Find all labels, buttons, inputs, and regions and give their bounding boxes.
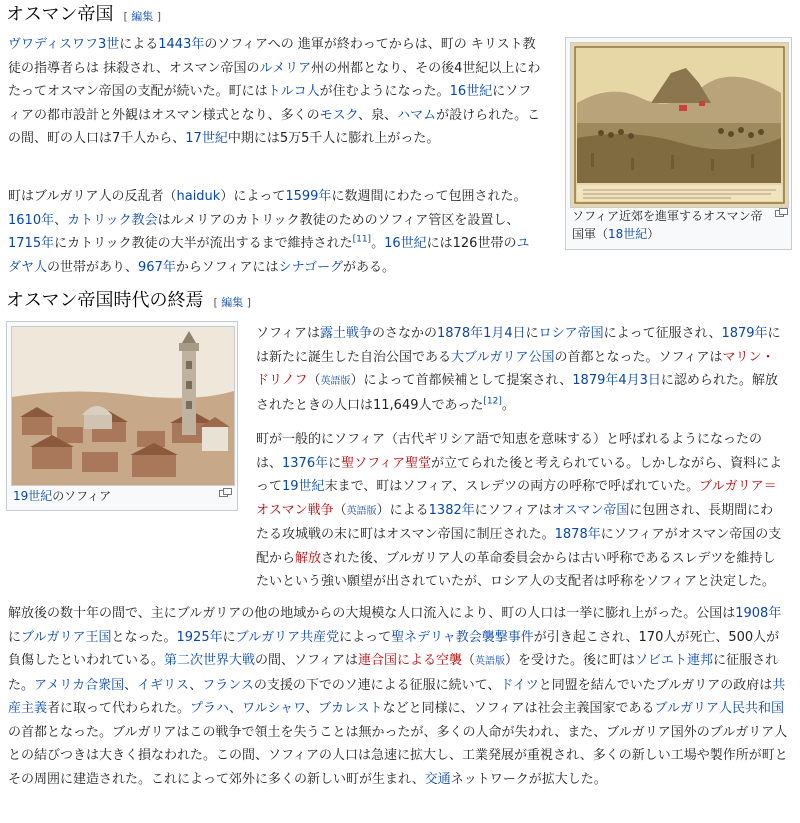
wiki-link[interactable]: ロシア帝国	[538, 326, 604, 341]
paragraph-siege-catholics	[8, 185, 542, 279]
wiki-link[interactable]: モスク	[319, 107, 359, 123]
wiki-link[interactable]: 共産主義	[8, 677, 786, 716]
text-run: の首都となった。ブルガリアはこの戦争で領土を失うことは無かったが、多くの人命が失われ、また、ブルガリア国外のブルガリア人との結びつきは大きく損なわれた。この間、ソフィアの人口は急速に拡大し、工業発展が重視され、多くの新しい工場や製作所が町とその周囲に建造された。これによって郊外に多くの新しい町が生まれ、	[8, 724, 788, 787]
text-run: 、	[124, 677, 138, 693]
wiki-link[interactable]: 1878年	[554, 527, 601, 542]
text-run: 末まで、町はソフィア、スレデツの両方の呼称で呼ばれていた。	[324, 479, 700, 494]
redlink[interactable]: 解放	[295, 550, 322, 566]
wiki-link[interactable]: 967年	[138, 259, 176, 275]
wiki-link[interactable]: オスマン帝国	[551, 502, 630, 518]
text-run: （	[307, 373, 321, 388]
wiki-link[interactable]: 1599年	[285, 189, 332, 204]
wiki-link[interactable]: シナゴーグ	[278, 259, 344, 275]
wiki-link[interactable]: 1376年	[282, 455, 329, 471]
wiki-link[interactable]: 1878年	[437, 326, 484, 341]
wiki-link[interactable]: 1715年	[8, 236, 55, 251]
text-run: からソフィアには	[175, 259, 279, 275]
text-run: の間、ソフィアは	[255, 653, 358, 668]
text-run: はルメリアのカトリック教徒のためのソフィア管区を設置し、	[157, 212, 520, 228]
text-run: 解放後の数十年の間で、主にブルガリアの他の地域からの大規模な人口流入により、町の人口は一挙に膨れ上がった。公国は	[8, 606, 736, 621]
edit-section-link: [ 編集 ]	[123, 10, 162, 23]
wiki-link[interactable]: フランス	[202, 677, 254, 693]
wiki-link[interactable]: ハマム	[397, 107, 437, 123]
text-run: ）を受けた。後に町は	[505, 653, 636, 668]
wiki-link[interactable]: ルメリア	[259, 60, 312, 76]
section-heading-ottoman-empire	[6, 3, 161, 29]
enlarge-icon[interactable]	[219, 488, 231, 497]
edit-link[interactable]: 編集	[221, 296, 244, 309]
wiki-link[interactable]: 英語版	[475, 656, 506, 667]
wiki-link[interactable]: 1879年	[721, 326, 768, 341]
text-run: に	[328, 455, 342, 471]
text-run: ソフィアは	[256, 326, 320, 341]
text-run: 、	[305, 701, 319, 716]
wiki-link[interactable]: 18世紀	[608, 227, 648, 241]
text-run: ネットワークが拡大した。	[450, 771, 607, 787]
text-run: の支援の下でのソ連による征服に続いて、	[253, 677, 501, 693]
text-run: の世帯があり、	[47, 259, 139, 275]
wiki-link[interactable]: 1月4日	[483, 326, 526, 341]
wiki-link[interactable]: 1610年	[8, 212, 55, 228]
paragraph-russian-conquest	[256, 322, 786, 417]
wiki-link[interactable]: 16世紀	[449, 84, 493, 99]
section-title: オスマン帝国時代の終焉	[6, 290, 204, 311]
text-run: 、	[189, 677, 203, 693]
text-run: が立てられた後と考えられている。しかしながら、資料によって	[256, 455, 783, 494]
text-run: にソフィアの都市設計と外観はオスマン様式となり、多くの	[8, 84, 532, 123]
text-run: ソフィア近郊を進軍するオスマン帝国軍（	[572, 209, 763, 241]
text-run: 中期には5万5千人に膨れ上がった。	[227, 131, 440, 146]
redlink[interactable]: マリン・ドリノフ	[256, 349, 775, 388]
citation-link[interactable]: [12]	[483, 396, 502, 407]
wiki-link[interactable]: 聖ネデリャ教会襲撃事件	[391, 629, 534, 645]
wiki-link[interactable]: ブルガリア王国	[21, 629, 112, 645]
text-run: には126世帯の	[426, 236, 517, 251]
text-run: に包囲され、長期間にわたる攻城戦の末に町はオスマン帝国に制圧された。	[256, 502, 774, 542]
citation-link[interactable]: [11]	[352, 234, 372, 245]
wiki-link[interactable]: ブルガリア人民共和国	[654, 701, 785, 716]
paragraph-ottoman-rule	[8, 33, 542, 151]
text-run: ）によって首都候補として提案され、	[350, 373, 573, 388]
text-run: に数週間にわたって包囲された。	[331, 189, 527, 204]
text-run: 州の州都となり、その後4世紀以上にわたってオスマン帝国の支配が続いた。町には	[8, 60, 541, 99]
figure-caption	[13, 487, 213, 505]
wiki-link[interactable]: 17世紀	[185, 131, 228, 146]
wiki-link[interactable]: ワルシャワ	[242, 701, 306, 716]
wiki-link[interactable]: アメリカ合衆国	[34, 677, 125, 693]
text-run: が住むようになった。	[319, 84, 450, 99]
text-run: が設けられた。この間、町の人口は7千人から、	[8, 107, 541, 146]
figure-ottoman-army	[565, 37, 792, 250]
text-run: 、	[229, 701, 243, 716]
wiki-link[interactable]: ヴワディスワフ3世	[8, 37, 120, 52]
text-run: ）によって	[220, 189, 286, 204]
text-run: などと同様に、ソフィアは社会主義国家である	[382, 701, 655, 716]
text-run: （	[462, 653, 476, 668]
section-title: オスマン帝国	[6, 4, 114, 25]
text-run: のソフィア	[52, 489, 112, 503]
edit-section-link: [ 編集 ]	[213, 296, 252, 309]
wiki-link[interactable]: 1382年	[428, 502, 475, 518]
text-run: に認められた。解放されたときの人口は11,649人であった	[256, 373, 778, 413]
text-run: がある。	[343, 259, 396, 275]
wiki-link[interactable]: ブカレスト	[318, 701, 383, 716]
wiki-link[interactable]: トルコ人	[267, 84, 320, 99]
text-run: によって征服され、	[603, 326, 722, 341]
wiki-link[interactable]: 4月3日	[618, 373, 661, 388]
text-run: にソフィアがオスマン帝国の支配から	[256, 527, 782, 566]
citation	[353, 235, 371, 245]
text-run: に	[525, 326, 539, 341]
wiki-link[interactable]: 16世紀	[384, 236, 427, 251]
wiki-link[interactable]: 露土戦争	[319, 326, 372, 341]
text-run: には新たに誕生した自治公国である	[256, 326, 781, 365]
edit-link[interactable]: 編集	[131, 10, 154, 23]
wiki-link[interactable]: 交通	[424, 771, 451, 787]
wiki-link[interactable]: ブルガリア共産党	[235, 629, 340, 645]
ottoman-army-painting[interactable]	[570, 42, 789, 208]
text-run: 、	[54, 212, 68, 228]
wiki-link[interactable]: カトリック教会	[67, 212, 158, 228]
text-run: ）による	[376, 502, 429, 518]
text-run: の首都となった。ソフィアは	[554, 349, 723, 365]
enlarge-icon[interactable]	[775, 208, 787, 217]
wiki-link[interactable]: haiduk	[176, 189, 221, 204]
redlink[interactable]: 連合国による空襲	[358, 653, 463, 668]
wiki-link[interactable]: 英語版	[320, 376, 351, 387]
wiki-link[interactable]: 1925年	[176, 629, 223, 645]
text-run: 者に取って代わられた。	[47, 701, 191, 716]
text-run: となった。	[111, 629, 177, 645]
text-run: に	[8, 629, 22, 645]
text-run: 。	[371, 236, 385, 251]
sofia-19th-century-painting[interactable]	[11, 326, 235, 486]
figure-19th-century-sofia	[6, 321, 238, 511]
wiki-link[interactable]: 大ブルガリア公国	[451, 349, 555, 365]
text-run: と同盟を結んでいたブルガリアの政府は	[538, 677, 773, 693]
wiki-link[interactable]: 1908年	[735, 606, 782, 621]
text-run: された後、ブルガリア人の革命委員会からは古い呼称であるスレデツを維持したいという強い願望が出されていたが、ロシア人の支配者は呼称をソフィアと決定した。	[256, 550, 776, 589]
text-run: にカトリック教徒の大半が流出するまで維持された	[54, 236, 353, 251]
redlink[interactable]: ブルガリア＝オスマン戦争	[256, 479, 777, 518]
text-run: （	[333, 502, 347, 518]
wiki-link[interactable]: ドイツ	[500, 677, 539, 693]
wiki-link[interactable]: 19世紀	[282, 479, 325, 494]
text-run: に征服された。	[8, 653, 779, 693]
text-run: による	[119, 37, 159, 52]
paragraph-name-history	[256, 428, 786, 594]
wiki-link[interactable]: 1443年	[158, 37, 205, 52]
wiki-link[interactable]: 1879年	[572, 373, 619, 388]
text-run: によって	[339, 629, 392, 645]
text-run: のソフィアへの 進軍が終わってからは、町の キリスト教徒の指導者らは 抹殺され、オスマン帝国の	[8, 37, 536, 76]
text-run: に	[222, 629, 236, 645]
text-run: のさなかの	[371, 326, 437, 341]
redlink[interactable]: 聖ソフィア聖堂	[341, 455, 432, 471]
wiki-link[interactable]: プラハ	[190, 701, 230, 716]
text-run: にソフィアは	[474, 502, 552, 518]
text-run: 町が一般的にソフィア（古代ギリシア語で知恵を意味する）と呼ばれるようになったのは、	[256, 432, 762, 471]
section-heading-end-of-ottoman-era	[6, 289, 251, 315]
figure-caption	[572, 207, 770, 243]
text-run: が引き起こされ、170人が死亡、500人が負傷したといわれている。	[8, 629, 780, 668]
wiki-link[interactable]: 19世紀	[13, 489, 53, 503]
wiki-link[interactable]: ソビエト連邦	[635, 653, 714, 668]
text-run: ）	[647, 227, 660, 241]
wiki-link[interactable]: 英語版	[346, 505, 377, 517]
wiki-link[interactable]: ユダヤ人	[8, 236, 530, 275]
wiki-link[interactable]: イギリス	[137, 677, 190, 693]
text-run: 町はブルガリア人の反乱者（	[8, 189, 177, 204]
text-run: 、泉、	[358, 107, 398, 123]
citation	[483, 396, 501, 406]
wiki-link[interactable]: 第二次世界大戦	[164, 653, 256, 668]
paragraph-post-liberation	[8, 602, 790, 791]
text-run: 。	[501, 397, 515, 413]
